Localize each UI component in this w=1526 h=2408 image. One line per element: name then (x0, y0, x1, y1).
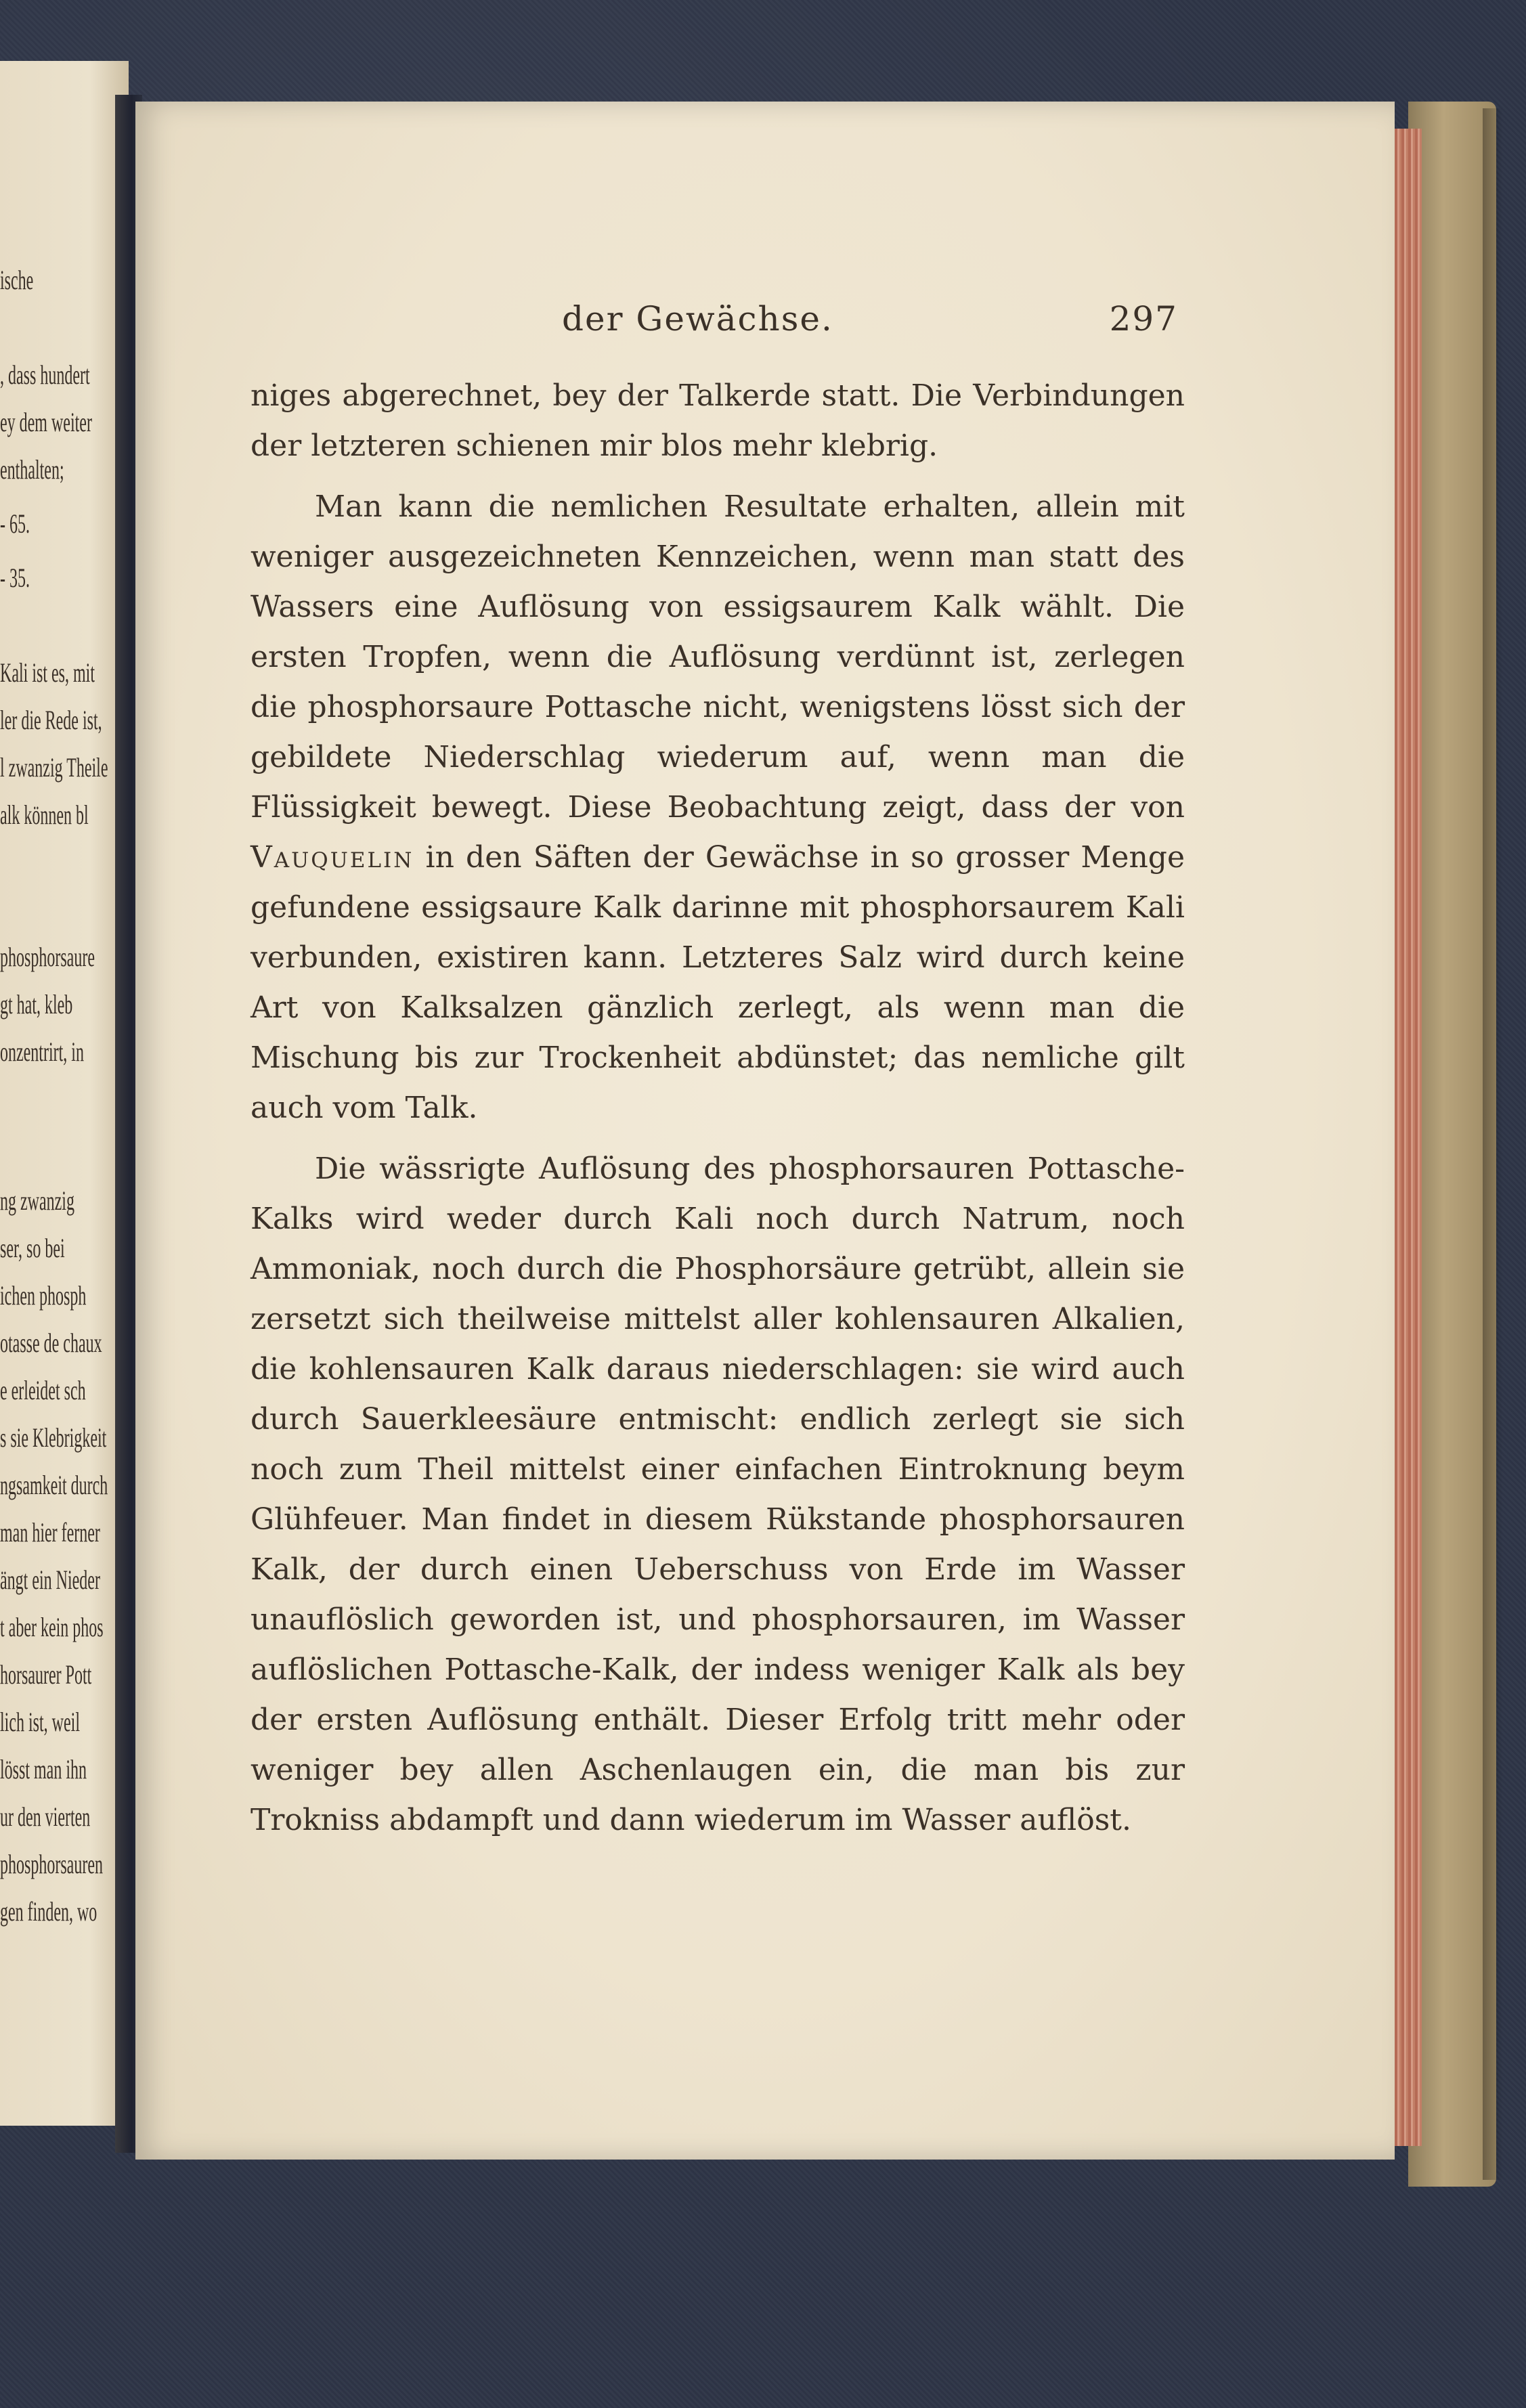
paragraph-text: Man kann die nemlichen Resultate erhalten, allein mit weniger ausgezeichneten Kennzeichen, wenn man statt des Wassers eine Auflösung von essigsaurem Kalk wählt. Die ersten Tropfen, wenn die Auflösung verdünnt ist, zerlegen die phosphorsaure Pottasche nicht, wenigstens lösst sich der gebildete Niederschlag wiederum auf, wenn man die Flüssigkeit bewegt. Diese Beobachtung zeigt, dass der von (250, 489, 1185, 825)
left-page-line: ey dem weiter (0, 407, 92, 437)
left-page-line: ische (0, 265, 34, 295)
left-page (0, 61, 129, 2126)
left-page-line: man hier ferner (0, 1517, 100, 1548)
paragraph-text: in den Säften der Gewächse in so grosser Menge gefundene essigsaure Kalk darinne mit phosphorsaurem Kali verbunden, existiren kann. Letzteres Salz wird durch keine Art von Kalksalzen gänzlich zerlegt, als wenn man die Mischung bis zur Trockenheit abdünstet; das nemliche gilt auch vom Talk. (250, 840, 1185, 1125)
left-page-line: horsaurer Pott (0, 1659, 92, 1690)
paragraph: Die wässrigte Auflösung des phosphorsauren Pottasche-Kalks wird weder durch Kali noch durch Natrum, noch Ammoniak, noch durch die Phosphorsäure getrübt, allein sie zersetzt sich theilweise mittelst aller kohlensauren Alkalien, die kohlensauren Kalk daraus niederschlagen: sie wird auch durch Sauerkleesäure entmischt: endlich zerlegt sie sich noch zum Theil mittelst einer einfachen Eintroknung beym Glühfeuer. Man findet in diesem Rükstande phosphorsauren Kalk, der durch einen Ueberschuss von Erde im Wasser unauflöslich geworden ist, und phosphorsauren, im Wasser auflöslichen Pottasche-Kalk, der indess weniger Kalk als bey der ersten Auflösung enthält. Dieser Erfolg tritt mehr oder weniger bey allen Aschenlaugen ein, die man bis zur Trokniss abdampft und dann wiederum im Wasser auflöst. (250, 1152, 1185, 1837)
left-page-line: , dass hundert (0, 359, 90, 390)
left-page-line: ichen phosph (0, 1280, 87, 1311)
left-page-line: l zwanzig Theile (0, 752, 108, 783)
left-page-line: enthalten; (0, 454, 64, 485)
left-page-line: ng zwanzig (0, 1185, 74, 1216)
left-page-line: s sie Klebrigkeit (0, 1422, 107, 1453)
running-header (515, 299, 1178, 353)
left-page-line: gen finden, wo (0, 1896, 97, 1927)
running-title: der Gewächse. (562, 299, 833, 338)
left-page-line: - 35. (0, 563, 30, 593)
left-page-line: t aber kein phos (0, 1612, 104, 1642)
board-shadow (1483, 108, 1503, 2180)
left-page-line: - 65. (0, 508, 30, 539)
left-page-line: Kali ist es, mit (0, 657, 95, 688)
left-page-line: e erleidet sch (0, 1375, 86, 1405)
left-page-line: phosphorsauren (0, 1849, 103, 1879)
left-page-line: ngsamkeit durch (0, 1470, 108, 1500)
left-page-line: alk können bl (0, 800, 89, 830)
page-number: 297 (1109, 299, 1178, 338)
left-page-line: ser, so bei (0, 1233, 65, 1263)
left-page-line: lich ist, weil (0, 1707, 80, 1737)
left-page-line: gt hat, kleb (0, 989, 73, 1020)
left-page-line: ur den vierten (0, 1801, 91, 1832)
paragraph (250, 482, 1185, 1133)
paragraph: niges abgerechnet, bey der Talkerde statt. Die Verbindungen der letzteren schienen mir blos mehr klebrig. (250, 378, 1185, 463)
left-page-line: otasse de chaux (0, 1328, 102, 1358)
left-page-line: ler die Rede ist, (0, 705, 102, 735)
left-page-line: onzentrirt, in (0, 1036, 84, 1067)
left-page-line: phosphorsaure (0, 942, 95, 972)
left-page-line: ängt ein Nieder (0, 1564, 100, 1595)
author-name: Vauquelin (250, 840, 414, 875)
left-page-line: lösst man ihn (0, 1754, 87, 1785)
page-body (250, 371, 1185, 1845)
